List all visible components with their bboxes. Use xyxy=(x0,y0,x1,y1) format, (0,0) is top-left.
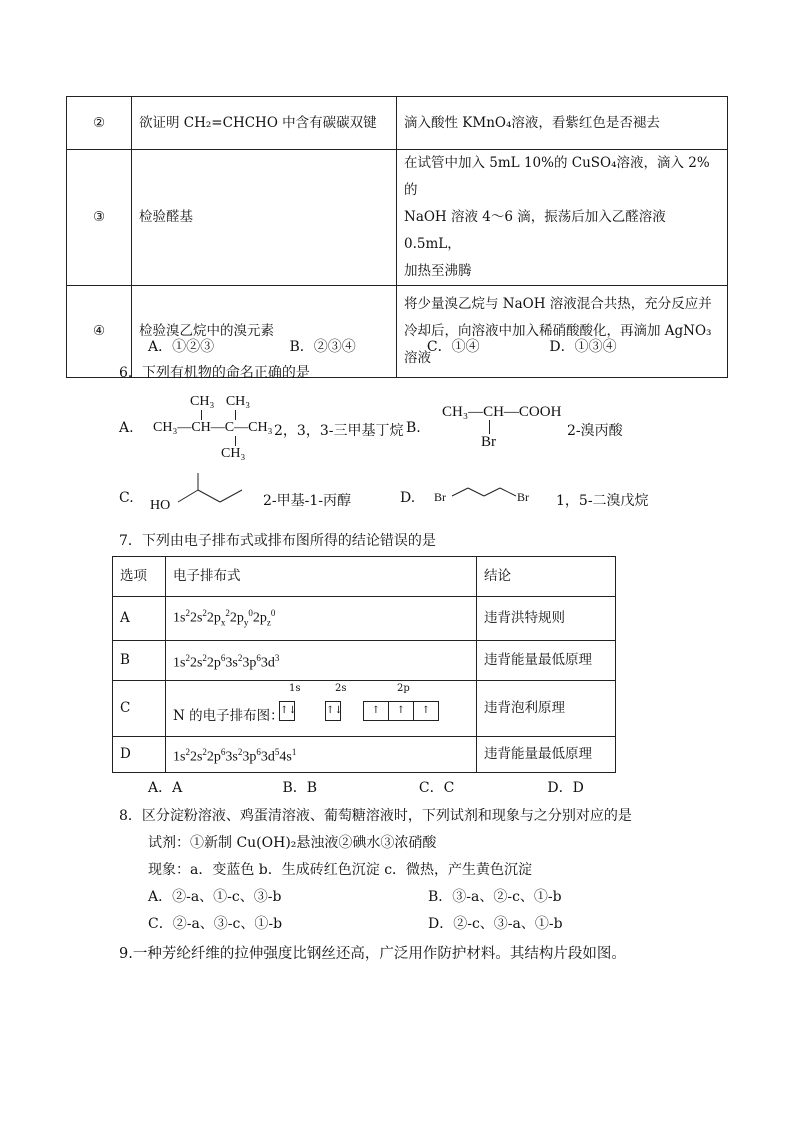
row-method xyxy=(397,286,728,378)
q7-options xyxy=(148,777,584,797)
orbital-label: 2p xyxy=(397,683,410,694)
row-number: ② xyxy=(67,97,132,150)
config-cell: $1s^22s^22p_x^22p_y^02p_z^0$ xyxy=(166,597,477,641)
row-purpose: 检验醛基 xyxy=(132,150,397,286)
q6-a-name: 2，3，3-三甲基丁烷 xyxy=(274,423,404,439)
header-cell: 结论 xyxy=(477,557,616,597)
option[interactable]: B．B xyxy=(282,780,318,796)
q6-a-main: CH₃—CH—C—CH₃ xyxy=(153,420,273,435)
q8-stem: 8．区分淀粉溶液、鸡蛋清溶液、葡萄糖溶液时，下列试剂和现象与之分别对应的是 xyxy=(119,808,632,824)
method-line: 在试管中加入 5mL 10%的 CuSO₄溶液，滴入 2%的 xyxy=(404,155,710,198)
method-line: NaOH 溶液 4～6 滴，振荡后加入乙醛溶液 0.5mL， xyxy=(404,209,666,252)
q8-reagents: 试剂：①新制 Cu(OH)₂悬浊液②碘水③浓硝酸 xyxy=(148,835,437,851)
q6-c-ho: HO xyxy=(150,498,171,513)
bond-line xyxy=(178,490,198,502)
q6-a-bottom: CH₃ xyxy=(221,446,246,461)
conclusion-cell: 违背洪特规则 xyxy=(477,597,616,641)
row-method xyxy=(397,150,728,286)
option[interactable]: C．①④ xyxy=(426,339,480,355)
conclusion-cell: 违背能量最低原理 xyxy=(477,641,616,681)
bond-line xyxy=(500,488,516,496)
method-line: 冷却后，向溶液中加入稀硝酸酸化，再滴加 AgNO₃ xyxy=(404,323,712,339)
bond-line xyxy=(220,490,242,502)
orbital-diagram xyxy=(279,683,459,723)
row-number: ③ xyxy=(67,150,132,286)
orbital-label: 1s xyxy=(289,683,301,694)
q8-option-d[interactable]: D．②-c、③-a、①-b xyxy=(428,916,563,932)
orbital-box: ↑ xyxy=(414,701,439,721)
q8-option-c[interactable]: C．②-a、③-c、①-b xyxy=(148,916,283,932)
q7-stem: 7．下列由电子排布式或排布图所得的结论错误的是 xyxy=(119,533,436,549)
method-line: 将少量溴乙烷与 NaOH 溶液混合共热，充分反应并 xyxy=(404,296,712,312)
option[interactable]: A．A xyxy=(148,780,183,796)
config-cell: $1s^22s^22p^63s^23p^63d^54s^1$ xyxy=(166,737,477,773)
config-cell: $1s^22s^22p^63s^23p^63d^3$ xyxy=(166,641,477,681)
q8-phenomena: 现象：a．变蓝色 b．生成砖红色沉淀 c．微热，产生黄色沉淀 xyxy=(148,862,533,878)
option[interactable]: A．①②③ xyxy=(148,339,215,355)
option-cell: C xyxy=(113,681,166,737)
bond-line xyxy=(452,488,468,496)
q8-option-a[interactable]: A．②-a、①-c、③-b xyxy=(148,889,282,905)
option[interactable]: D．D xyxy=(547,780,584,796)
q6-d-br2: Br xyxy=(517,490,529,504)
option-cell: D xyxy=(113,737,166,773)
option[interactable]: B．②③④ xyxy=(289,339,356,355)
q6-stem: 6．下列有机物的命名正确的是 xyxy=(119,365,310,381)
bond-line xyxy=(484,488,500,496)
q6-a-top: CH₃ CH₃ xyxy=(190,394,251,409)
header-cell: 电子排布式 xyxy=(166,557,477,597)
q6-d-name: 1，5-二溴戊烷 xyxy=(556,493,649,509)
q6-c-name: 2-甲基-1-丙醇 xyxy=(263,493,352,509)
orbital-box: ↑↓ xyxy=(279,701,295,721)
q6-option-c-label[interactable]: C. xyxy=(119,490,134,506)
method-line: 滴入酸性 KMnO₄溶液，看紫红色是否褪去 xyxy=(404,114,660,131)
q7-table xyxy=(112,556,616,773)
orbital-box: ↑ xyxy=(389,701,414,721)
q6-option-b-label[interactable]: B. xyxy=(406,420,421,436)
orbital-label: 2s xyxy=(335,683,347,694)
row-method xyxy=(397,97,728,150)
q6-d-skeleton xyxy=(450,484,520,504)
q6-b-bond-down xyxy=(489,420,490,434)
bond-line xyxy=(468,488,484,496)
row-purpose: 欲证明 CH₂=CHCHO 中含有碳碳双键 xyxy=(132,97,397,150)
q6-a-bond-down xyxy=(235,436,236,446)
option[interactable]: D．①③④ xyxy=(549,339,617,355)
option-cell: B xyxy=(113,641,166,681)
bond-line xyxy=(198,490,220,502)
q6-option-d-label[interactable]: D. xyxy=(400,490,416,506)
q6-b-name: 2-溴丙酸 xyxy=(567,423,623,439)
orbital-box: ↑ xyxy=(363,701,389,721)
method-line: 加热至沸腾 xyxy=(404,263,472,279)
q6-option-a-label[interactable]: A. xyxy=(119,420,134,436)
conclusion-cell: 违背能量最低原理 xyxy=(477,737,616,773)
q5-options xyxy=(148,336,617,356)
row-purpose: 检验溴乙烷中的溴元素 xyxy=(132,286,397,378)
q6-b-bottom: Br xyxy=(481,434,496,450)
header-cell: 选项 xyxy=(113,557,166,597)
q6-b-main: CH₃—CH—COOH xyxy=(442,404,562,420)
q9-stem: 9.一种芳纶纤维的拉伸强度比钢丝还高，广泛用作防护材料。其结构片段如图。 xyxy=(119,946,626,962)
q6-d-br1: Br xyxy=(434,490,446,504)
q8-option-b[interactable]: B．③-a、②-c、①-b xyxy=(428,889,562,905)
config-cell xyxy=(166,681,477,737)
row-number: ④ xyxy=(67,286,132,378)
orbital-box: ↑↓ xyxy=(325,701,341,721)
option[interactable]: C．C xyxy=(418,780,455,796)
config-text: N 的电子排布图： xyxy=(173,708,284,724)
method-line: 溶液 xyxy=(404,350,431,366)
option-cell: A xyxy=(113,597,166,641)
conclusion-cell: 违背泡利原理 xyxy=(477,681,616,737)
